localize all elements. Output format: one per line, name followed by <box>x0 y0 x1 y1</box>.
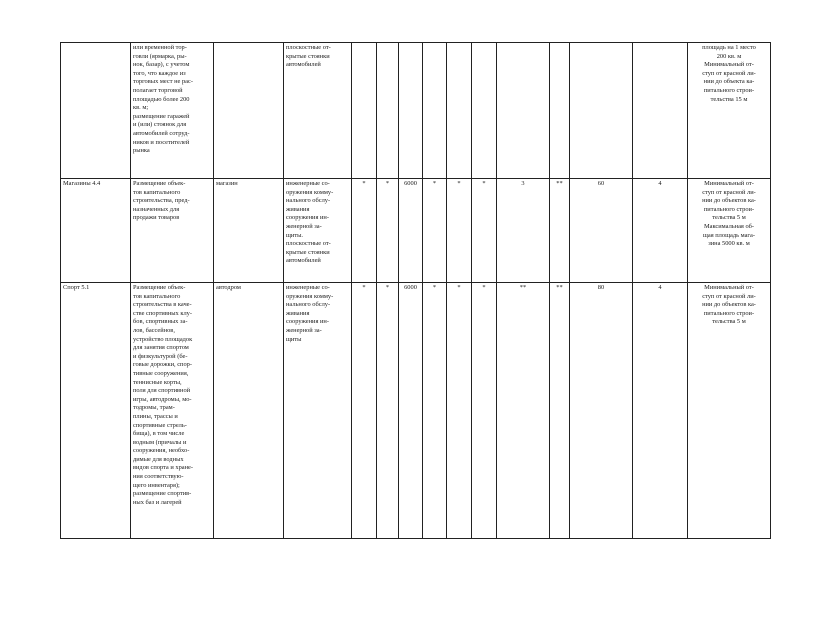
text-line: нии до объекта ка- <box>703 78 755 86</box>
text-line: нального обслу- <box>286 301 331 309</box>
text-line: для занятия спортом <box>133 344 189 352</box>
text-line: бов, спортивных за- <box>133 318 188 326</box>
text-line: лов, бассейнов, <box>133 326 175 334</box>
text-line: рынка <box>133 147 150 155</box>
text-line: назначенных для <box>133 205 180 213</box>
text-line: тов капитального <box>133 188 181 196</box>
text-line: говли (ярмарка, ры- <box>133 52 187 60</box>
text-line: тодромы, трам- <box>133 404 175 412</box>
text-line: нок, базар), с учетом <box>133 61 190 69</box>
text-line: питального строи- <box>703 205 755 213</box>
text-line: нии до объектов ка- <box>702 301 756 309</box>
text-line: Максимальная об- <box>703 222 755 230</box>
cell-notes <box>688 283 771 539</box>
text-line: игры, автодромы, мо- <box>133 395 192 403</box>
text-line: или временной тор- <box>133 44 187 51</box>
cell-value-4 <box>423 43 447 179</box>
cell-value-2 <box>377 43 399 179</box>
cell-auxiliary-use <box>284 43 352 179</box>
cell-name <box>61 43 131 179</box>
text-line: ступ от красной ли- <box>702 188 756 196</box>
text-line: тельства 5 м <box>712 318 746 326</box>
cell-value-7 <box>497 43 550 179</box>
cell-notes <box>688 43 771 179</box>
cell-value-8 <box>550 43 570 179</box>
text-line: говые дорожки, спор- <box>133 361 192 369</box>
text-line: плоскостные от- <box>286 240 331 248</box>
text-line: нии до объектов ка- <box>702 197 756 205</box>
text-line: площадь на 1 место <box>702 44 756 51</box>
text-line: живания <box>286 205 310 213</box>
text-line: щиты. <box>286 231 304 239</box>
cell-value-2: * <box>377 179 399 283</box>
text-line: нального обслу- <box>286 197 331 205</box>
text-line: инженерные со- <box>286 180 330 187</box>
text-line: Минимальный от- <box>704 180 754 187</box>
cell-description <box>131 43 214 179</box>
text-line: живания <box>286 309 310 317</box>
text-line: спортивные стрель- <box>133 421 187 429</box>
text-line: теннисные корты, <box>133 378 182 386</box>
text-line: ния соответствую- <box>133 473 184 481</box>
zoning-regulations-table-page <box>60 42 770 539</box>
text-line: димые для водных <box>133 455 184 463</box>
text-line: бища), в том числе <box>133 430 185 438</box>
cell-value-1: * <box>352 283 377 539</box>
text-line: сооружения, необхо- <box>133 447 190 455</box>
cell-value-10 <box>633 43 688 179</box>
cell-value-6 <box>472 43 497 179</box>
text-line: сооружения ин- <box>286 318 329 326</box>
cell-description <box>131 283 214 539</box>
cell-auxiliary-use <box>284 283 352 539</box>
zoning-regulations-table <box>60 42 771 539</box>
cell-auxiliary-use <box>284 179 352 283</box>
cell-value-10: 4 <box>633 179 688 283</box>
text-line: плоскостные от- <box>286 44 331 51</box>
text-line: женерной за- <box>286 222 322 230</box>
text-line: поля для спортивной <box>133 387 191 395</box>
text-line: Размещение объек- <box>133 284 186 291</box>
text-line: зина 5000 кв. м <box>708 240 750 248</box>
text-line: автомобилей <box>286 61 321 69</box>
cell-value-3 <box>399 43 423 179</box>
text-line: тов капитального <box>133 292 181 300</box>
cell-description <box>131 179 214 283</box>
cell-main-use: магазин <box>214 179 284 283</box>
text-line: стве спортивных клу- <box>133 309 192 317</box>
text-line: инженерные со- <box>286 284 330 291</box>
text-line: строительства, пред- <box>133 197 190 205</box>
text-line: того, что каждое из <box>133 69 186 77</box>
cell-main-use <box>214 43 284 179</box>
text-line: устройство площадок <box>133 335 193 343</box>
text-line: и (или) стоянок для <box>133 121 187 129</box>
text-line: автомобилей сотруд- <box>133 129 190 137</box>
cell-value-6: * <box>472 179 497 283</box>
cell-value-5: * <box>447 283 472 539</box>
cell-value-4: * <box>423 179 447 283</box>
cell-value-2: * <box>377 283 399 539</box>
text-line: щая площадь мага- <box>702 231 756 239</box>
text-line: сооружения ин- <box>286 214 329 222</box>
cell-value-3: 6000 <box>399 179 423 283</box>
text-line: размещение спортив- <box>133 490 192 498</box>
text-line: тивные сооружения, <box>133 369 189 377</box>
text-line: женерной за- <box>286 326 322 334</box>
text-line: 200 кв. м <box>716 52 742 60</box>
text-line: оружения комму- <box>286 188 334 196</box>
text-line: кв. м; <box>133 104 149 112</box>
text-line: тельства 5 м <box>712 214 746 222</box>
text-line: торговых мест не рас- <box>133 78 193 86</box>
cell-value-7: 3 <box>497 179 550 283</box>
text-line: продажи товаров <box>133 214 180 222</box>
text-line: строительства в каче- <box>133 301 192 309</box>
table-row <box>61 283 771 539</box>
text-line: Размещение объек- <box>133 180 186 187</box>
text-line: ступ от красной ли- <box>702 292 756 300</box>
text-line: видов спорта и хране- <box>133 464 193 472</box>
text-line: тельства 15 м <box>710 95 748 103</box>
cell-value-1 <box>352 43 377 179</box>
cell-name: Спорт 5.1 <box>61 283 131 539</box>
cell-main-use: автодром <box>214 283 284 539</box>
text-line: ников и посетителей <box>133 138 190 146</box>
cell-value-5: * <box>447 179 472 283</box>
text-line: питального строи- <box>703 86 755 94</box>
text-line: плины, трассы и <box>133 412 178 420</box>
cell-notes <box>688 179 771 283</box>
text-line: оружения комму- <box>286 292 334 300</box>
cell-value-10: 4 <box>633 283 688 539</box>
text-line: щего инвентаря); <box>133 481 180 489</box>
cell-value-9 <box>570 43 633 179</box>
cell-value-9: 60 <box>570 179 633 283</box>
text-line: питального строи- <box>703 309 755 317</box>
text-line: Минимальный от- <box>704 284 754 291</box>
cell-value-3: 6000 <box>399 283 423 539</box>
cell-value-4: * <box>423 283 447 539</box>
text-line: крытые стоянки <box>286 248 330 256</box>
cell-name: Магазины 4.4 <box>61 179 131 283</box>
cell-value-9: 80 <box>570 283 633 539</box>
cell-value-8: ** <box>550 283 570 539</box>
text-line: щиты <box>286 335 302 343</box>
cell-value-5 <box>447 43 472 179</box>
text-line: ступ от красной ли- <box>702 69 756 77</box>
table-row <box>61 179 771 283</box>
text-line: крытые стоянки <box>286 52 330 60</box>
text-line: Минимальный от- <box>704 61 754 69</box>
text-line: и физкультурой (бе- <box>133 352 188 360</box>
text-line: водным (причалы и <box>133 438 187 446</box>
cell-value-6: * <box>472 283 497 539</box>
text-line: ных баз и лагерей <box>133 498 182 506</box>
cell-value-1: * <box>352 179 377 283</box>
text-line: полагает торговой <box>133 86 183 94</box>
cell-value-7: ** <box>497 283 550 539</box>
table-row <box>61 43 771 179</box>
cell-value-8: ** <box>550 179 570 283</box>
text-line: автомобилей <box>286 257 321 265</box>
text-line: площадью более 200 <box>133 95 190 103</box>
text-line: размещение гаражей <box>133 112 190 120</box>
